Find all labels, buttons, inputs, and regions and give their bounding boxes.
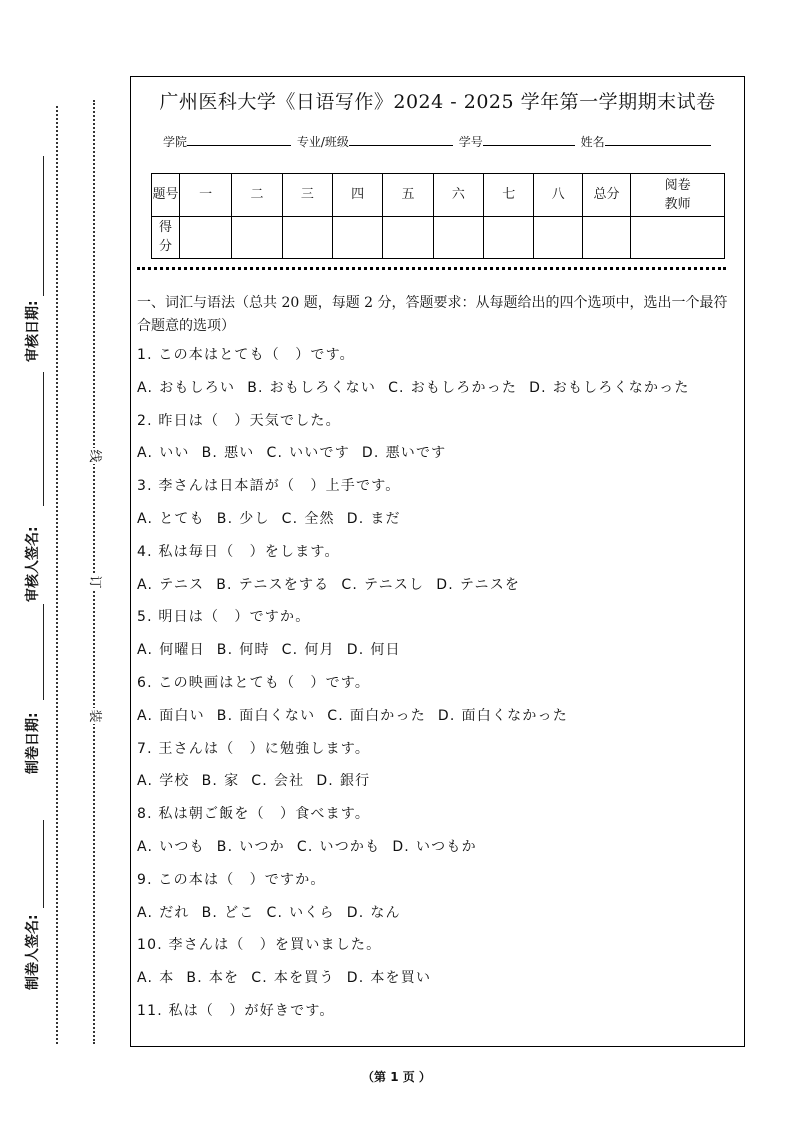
option-letter[interactable]: C.	[251, 773, 268, 790]
name-input[interactable]	[605, 133, 711, 146]
col-total: 总分	[582, 174, 630, 217]
option-letter[interactable]: C.	[327, 707, 344, 724]
score-cell[interactable]	[484, 216, 534, 259]
option-text[interactable]: 面白い	[159, 707, 205, 724]
score-cell[interactable]	[433, 216, 483, 259]
option-letter[interactable]: B.	[247, 379, 264, 396]
option-letter[interactable]: D.	[437, 707, 456, 724]
option-text[interactable]: 面白くない	[239, 707, 316, 724]
make-date-label: 制卷日期:	[25, 712, 41, 774]
option-letter[interactable]: B.	[216, 510, 234, 527]
option-text[interactable]: テニスし	[363, 576, 425, 593]
college-label: 学院	[163, 135, 188, 149]
question-options	[137, 507, 737, 540]
binding-strip	[0, 0, 125, 1122]
question-options	[137, 376, 737, 409]
option-letter[interactable]: C.	[266, 445, 284, 462]
option-text[interactable]: 面白くなかった	[461, 707, 568, 724]
major-class-input[interactable]	[349, 133, 453, 146]
option-letter[interactable]: C.	[281, 642, 299, 659]
option-letter[interactable]: D.	[346, 642, 365, 659]
option-letter[interactable]: A.	[137, 576, 154, 593]
col-2: 二	[232, 174, 282, 217]
exam-frame	[130, 76, 745, 1047]
option-text[interactable]: いつも	[159, 838, 205, 855]
question-options	[137, 441, 737, 474]
binding-mark-xian: 线	[87, 449, 102, 463]
signature-make-date	[22, 704, 58, 774]
question-options	[137, 573, 737, 606]
section-heading: 一、词汇与语法（总共 20 题，每题 2 分，答题要求：从每题给出的四个选项中，选出一个最符合题意的选项）	[137, 295, 728, 334]
question-stem: 10. 李さんは（ ）を買いました。	[137, 937, 382, 954]
option-text[interactable]: いつもか	[415, 838, 477, 855]
option-letter[interactable]: B.	[216, 576, 233, 593]
option-letter[interactable]: C.	[251, 970, 268, 987]
student-id-label: 学号	[458, 135, 483, 149]
option-letter[interactable]: B.	[216, 838, 234, 855]
question-number-label: 题号	[152, 174, 180, 217]
option-letter[interactable]: C.	[296, 838, 314, 855]
option-text[interactable]: 何月	[304, 642, 335, 659]
maker-signature-label: 制卷人签名:	[25, 914, 41, 990]
review-date-blank[interactable]	[43, 156, 44, 296]
option-text[interactable]: おもしろかった	[410, 379, 518, 396]
option-text[interactable]: テニスを	[459, 576, 521, 593]
maker-signature-blank[interactable]	[43, 820, 44, 908]
question-stem: 2. 昨日は（ ）天気でした。	[137, 412, 341, 429]
question-options	[137, 966, 737, 999]
col-5: 五	[383, 174, 433, 217]
score-cell-grader[interactable]	[631, 216, 725, 259]
option-text[interactable]: 学校	[159, 773, 190, 790]
option-letter[interactable]: C.	[341, 576, 358, 593]
question-options	[137, 769, 737, 802]
score-cell[interactable]	[179, 216, 231, 259]
option-letter[interactable]: A.	[137, 510, 154, 527]
name-label: 姓名	[580, 135, 605, 149]
option-letter[interactable]: D.	[346, 970, 365, 987]
option-text[interactable]: まだ	[370, 510, 401, 527]
question-stem: 11. 私は（ ）が好きです。	[137, 1002, 335, 1019]
score-table	[151, 173, 725, 259]
col-3: 三	[282, 174, 332, 217]
col-6: 六	[433, 174, 483, 217]
major-class-label: 专业/班级	[296, 135, 349, 149]
option-text[interactable]: テニスをする	[238, 576, 330, 593]
signature-reviewer	[22, 510, 58, 602]
option-text[interactable]: 本を買い	[370, 970, 432, 987]
score-cell[interactable]	[333, 216, 383, 259]
score-cell[interactable]	[383, 216, 433, 259]
col-7: 七	[484, 174, 534, 217]
score-table-score-row	[152, 216, 725, 259]
option-letter[interactable]: A.	[137, 970, 154, 987]
option-text[interactable]: 家	[224, 773, 240, 790]
option-letter[interactable]: A.	[137, 445, 154, 462]
option-letter[interactable]: B.	[186, 970, 203, 987]
option-letter[interactable]: D.	[436, 576, 454, 593]
option-text[interactable]: 少し	[239, 510, 270, 527]
option-text[interactable]: いつか	[239, 838, 285, 855]
option-text[interactable]: どこ	[224, 904, 255, 921]
option-text[interactable]: 会社	[273, 773, 305, 790]
option-letter[interactable]: C.	[281, 510, 299, 527]
option-text[interactable]: 本	[159, 970, 175, 987]
score-label: 得分	[152, 216, 180, 259]
option-text[interactable]: 何曜日	[159, 642, 205, 659]
question-options	[137, 901, 737, 934]
binding-mark-zhuang: 装	[87, 709, 102, 723]
option-letter[interactable]: C.	[266, 904, 284, 921]
option-letter[interactable]: A.	[137, 773, 154, 790]
option-text[interactable]: とても	[159, 510, 205, 527]
score-cell-total[interactable]	[582, 216, 630, 259]
option-letter[interactable]: D.	[529, 379, 547, 396]
question-stem: 1. この本はとても（ ）です。	[137, 347, 355, 363]
col-4: 四	[333, 174, 383, 217]
review-date-label: 审核日期:	[25, 300, 41, 362]
col-1: 一	[179, 174, 231, 217]
question-options	[137, 704, 737, 737]
option-letter[interactable]: A.	[137, 642, 154, 659]
question-options	[137, 638, 737, 671]
col-grader: 阅卷教师	[631, 174, 725, 217]
student-id-input[interactable]	[483, 133, 575, 146]
make-date-blank[interactable]	[43, 604, 44, 700]
score-table-header-row	[152, 174, 725, 217]
question-stem: 6. この映画はとても（ ）です。	[137, 674, 371, 691]
option-text[interactable]: 本を買う	[273, 970, 335, 987]
reviewer-signature-label: 审核人签名:	[25, 526, 41, 602]
college-input[interactable]	[187, 133, 291, 146]
option-letter[interactable]: C.	[388, 379, 405, 396]
option-letter[interactable]: A.	[137, 838, 154, 855]
option-text[interactable]: いい	[159, 445, 190, 462]
exam-title: 广州医科大学《日语写作》2024 - 2025 学年第一学期期末试卷	[159, 91, 716, 113]
option-text[interactable]: 何日	[370, 642, 401, 659]
binding-mark-ding: 订	[87, 575, 102, 589]
option-letter[interactable]: D.	[316, 773, 334, 790]
question-stem: 5. 明日は（ ）ですか。	[137, 609, 311, 626]
col-8: 八	[534, 174, 582, 217]
option-text[interactable]: テニス	[159, 576, 205, 593]
option-text[interactable]: 悪い	[224, 445, 255, 462]
question-stem: 4. 私は毎日（ ）をします。	[137, 543, 340, 560]
option-text[interactable]: おもしろくなかった	[552, 379, 690, 396]
option-text[interactable]: おもしろい	[159, 379, 236, 396]
option-letter[interactable]: D.	[361, 445, 380, 462]
option-text[interactable]: 何時	[239, 642, 270, 659]
question-list	[137, 343, 737, 1032]
option-letter[interactable]: A.	[137, 707, 154, 724]
option-letter[interactable]: B.	[201, 445, 219, 462]
option-letter[interactable]: B.	[201, 904, 219, 921]
reviewer-signature-blank[interactable]	[43, 372, 44, 506]
score-cell[interactable]	[534, 216, 582, 259]
question-stem: 8. 私は朝ご飯を（ ）食べます。	[137, 806, 371, 823]
page-number: （第 1 页 ）	[362, 1070, 431, 1084]
option-letter[interactable]: D.	[346, 510, 365, 527]
option-text[interactable]: おもしろくない	[269, 379, 377, 396]
signature-maker	[22, 912, 58, 990]
question-stem: 9. この本は（ ）ですか。	[137, 871, 326, 888]
option-text[interactable]: いくら	[289, 904, 335, 921]
option-letter[interactable]: A.	[137, 904, 154, 921]
option-text[interactable]: いつかも	[319, 838, 381, 855]
option-text[interactable]: 銀行	[339, 773, 371, 790]
option-text[interactable]: だれ	[159, 904, 190, 921]
option-letter[interactable]: B.	[216, 707, 234, 724]
option-text[interactable]: いいです	[289, 445, 350, 462]
option-letter[interactable]: D.	[346, 904, 365, 921]
option-text[interactable]: 全然	[304, 510, 335, 527]
binding-dotted-line-inner	[93, 100, 95, 1044]
option-letter[interactable]: B.	[201, 773, 219, 790]
option-letter[interactable]: A.	[137, 379, 154, 396]
score-cell[interactable]	[282, 216, 332, 259]
option-letter[interactable]: B.	[216, 642, 234, 659]
question-stem: 3. 李さんは日本語が（ ）上手です。	[137, 478, 401, 495]
question-options	[137, 835, 737, 868]
student-info-row	[163, 133, 713, 150]
dotted-separator	[137, 267, 726, 270]
signature-review-date	[22, 300, 58, 362]
option-text[interactable]: 面白かった	[349, 707, 426, 724]
option-text[interactable]: 悪いです	[385, 445, 447, 462]
score-cell[interactable]	[232, 216, 282, 259]
option-text[interactable]: 本を	[208, 970, 240, 987]
question-stem: 7. 王さんは（ ）に勉強します。	[137, 740, 371, 757]
option-text[interactable]: なん	[370, 904, 401, 921]
option-letter[interactable]: D.	[392, 838, 410, 855]
